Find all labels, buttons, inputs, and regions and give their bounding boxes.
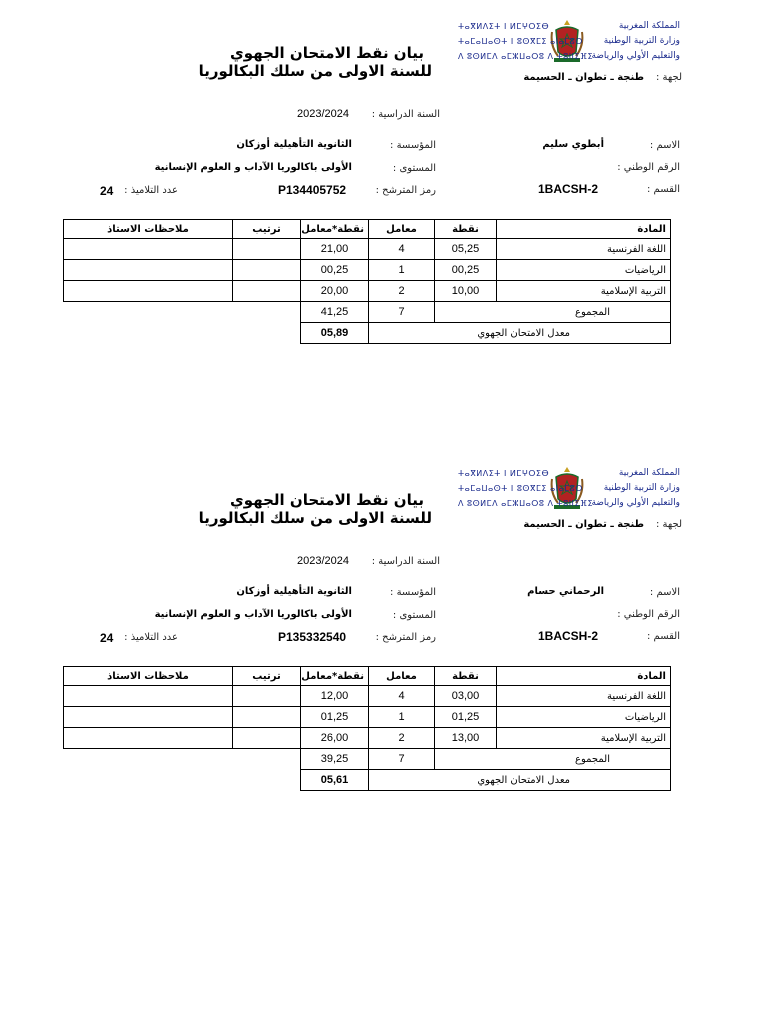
subject-rank	[233, 281, 301, 302]
header-subject: المادة	[497, 220, 671, 239]
student-name: الرحماني حسام	[527, 586, 604, 597]
subject-notes	[64, 728, 233, 749]
candidate-code-label: رمز المترشح :	[375, 632, 436, 643]
subject-rank	[233, 686, 301, 707]
section-label: القسم :	[646, 184, 680, 195]
candidate-code-value: P134405752	[278, 183, 347, 197]
subject-coef: 1	[369, 260, 435, 281]
candidate-code-label: رمز المترشح :	[375, 185, 436, 196]
institution-value: الثانوية التأهيلية أوزكان	[236, 139, 352, 150]
subject-grade: 03,00	[435, 686, 497, 707]
region-label: لجهة :	[655, 519, 682, 530]
total-coef: 7	[369, 302, 435, 323]
subject-name: الرياضيات	[497, 260, 671, 281]
table-header-row	[64, 667, 671, 686]
subject-weighted: 00,25	[301, 260, 369, 281]
average-row	[64, 770, 671, 791]
header-subject: المادة	[497, 667, 671, 686]
subject-rank	[233, 707, 301, 728]
name-label: الاسم :	[649, 587, 680, 598]
subject-grade: 01,25	[435, 707, 497, 728]
grades-table	[63, 666, 671, 791]
grades-table	[63, 219, 671, 344]
subject-coef: 4	[369, 686, 435, 707]
student-count-label: عدد التلاميذ :	[124, 185, 178, 196]
header-coef: معامل	[369, 220, 435, 239]
national-id-label: الرقم الوطني :	[617, 162, 680, 173]
total-label: المجموع	[435, 749, 671, 770]
subject-name: اللغة الفرنسية	[497, 686, 671, 707]
total-coef: 7	[369, 749, 435, 770]
institution-label: المؤسسة :	[390, 140, 436, 151]
subject-name: التربية الإسلامية	[497, 728, 671, 749]
average-label: معدل الامتحان الجهوي	[369, 770, 671, 791]
title-line-2: للسنة الاولى من سلك البكالوريا	[198, 509, 432, 527]
header-notes: ملاحظات الاستاذ	[64, 667, 233, 686]
section-value: 1BACSH-2	[538, 629, 599, 643]
student-count-label: عدد التلاميذ :	[124, 632, 178, 643]
region-value: طنجة ـ تطوان ـ الحسيمة	[523, 519, 644, 530]
subject-name: التربية الإسلامية	[497, 281, 671, 302]
subject-notes	[64, 239, 233, 260]
table-row	[64, 707, 671, 728]
average-value: 05,61	[301, 770, 369, 791]
subject-grade: 05,25	[435, 239, 497, 260]
subject-coef: 4	[369, 239, 435, 260]
average-row	[64, 323, 671, 344]
total-weighted: 41,25	[301, 302, 369, 323]
student-name: أبطوي سليم	[542, 139, 604, 150]
table-row	[64, 239, 671, 260]
average-label: معدل الامتحان الجهوي	[369, 323, 671, 344]
subject-name: اللغة الفرنسية	[497, 239, 671, 260]
year-label: السنة الدراسية :	[371, 556, 440, 567]
year-label: السنة الدراسية :	[371, 109, 440, 120]
table-row	[64, 728, 671, 749]
level-label: المستوى :	[392, 610, 436, 621]
header-coef: معامل	[369, 667, 435, 686]
level-value: الأولى باكالوريا الآداب و العلوم الإنسانية	[154, 609, 352, 620]
student-count-value: 24	[100, 184, 114, 198]
subject-rank	[233, 728, 301, 749]
year-value: 2023/2024	[297, 108, 349, 120]
header-rank: ترتيب	[233, 667, 301, 686]
grade-sheet-1	[0, 0, 768, 440]
title-line-2: للسنة الاولى من سلك البكالوريا	[198, 62, 432, 80]
student-count-value: 24	[100, 631, 114, 645]
subject-weighted: 01,25	[301, 707, 369, 728]
subject-grade: 00,25	[435, 260, 497, 281]
total-label: المجموع	[435, 302, 671, 323]
national-id-label: الرقم الوطني :	[617, 609, 680, 620]
total-weighted: 39,25	[301, 749, 369, 770]
table-row	[64, 686, 671, 707]
subject-name: الرياضيات	[497, 707, 671, 728]
year-value: 2023/2024	[297, 555, 349, 567]
subject-notes	[64, 707, 233, 728]
header-weighted: نقطة*معامل	[301, 667, 369, 686]
subject-coef: 1	[369, 707, 435, 728]
subject-grade: 13,00	[435, 728, 497, 749]
subject-weighted: 26,00	[301, 728, 369, 749]
header-weighted: نقطة*معامل	[301, 220, 369, 239]
institution-label: المؤسسة :	[390, 587, 436, 598]
region-value: طنجة ـ تطوان ـ الحسيمة	[523, 72, 644, 83]
ministry-tifinagh: ⵜⴰⴳⵍⴷⵉⵜ ⵏ ⵍⵎⵖⵔⵉⴱ ⵜⴰⵎⴰⵡⴰⵙⵜ ⵏ ⵓⵙⴳⵎⵉ ⴰⵏⴰⵎⵓⵔ ⴷ ⵓⵙⵍⵎⴷ ⴰⵎⵣⵡⴰⵔⵓ ⴷ ⵜⵓⵏⵏⵉⴼⵉ	[458, 22, 594, 61]
title-line-1: بيان نقط الامتحان الجهوي	[230, 44, 424, 62]
total-row	[64, 302, 671, 323]
header-grade: نقطة	[435, 667, 497, 686]
institution-value: الثانوية التأهيلية أوزكان	[236, 586, 352, 597]
level-label: المستوى :	[392, 163, 436, 174]
ministry-tifinagh: ⵜⴰⴳⵍⴷⵉⵜ ⵏ ⵍⵎⵖⵔⵉⴱ ⵜⴰⵎⴰⵡⴰⵙⵜ ⵏ ⵓⵙⴳⵎⵉ ⴰⵏⴰⵎⵓⵔ ⴷ ⵓⵙⵍⵎⴷ ⴰⵎⵣⵡⴰⵔⵓ ⴷ ⵜⵓⵏⵏⵉⴼⵉ	[458, 469, 594, 508]
subject-rank	[233, 239, 301, 260]
subject-notes	[64, 686, 233, 707]
section-value: 1BACSH-2	[538, 182, 599, 196]
table-row	[64, 281, 671, 302]
header-grade: نقطة	[435, 220, 497, 239]
ministry-arabic: المملكة المغربية وزارة التربية الوطنية والتعليم الأولي والرياضة	[591, 468, 680, 508]
subject-rank	[233, 260, 301, 281]
header-notes: ملاحظات الاستاذ	[64, 220, 233, 239]
ministry-arabic: المملكة المغربية وزارة التربية الوطنية والتعليم الأولي والرياضة	[591, 21, 680, 61]
grade-sheet-2	[0, 447, 768, 887]
subject-weighted: 20,00	[301, 281, 369, 302]
candidate-code-value: P135332540	[278, 630, 347, 644]
title-line-1: بيان نقط الامتحان الجهوي	[230, 491, 424, 509]
level-value: الأولى باكالوريا الآداب و العلوم الإنسانية	[154, 162, 352, 173]
header-rank: ترتيب	[233, 220, 301, 239]
subject-notes	[64, 260, 233, 281]
section-label: القسم :	[646, 631, 680, 642]
region-label: لجهة :	[655, 72, 682, 83]
total-row	[64, 749, 671, 770]
subject-weighted: 12,00	[301, 686, 369, 707]
subject-coef: 2	[369, 728, 435, 749]
table-row	[64, 260, 671, 281]
subject-weighted: 21,00	[301, 239, 369, 260]
subject-coef: 2	[369, 281, 435, 302]
subject-grade: 10,00	[435, 281, 497, 302]
table-header-row	[64, 220, 671, 239]
subject-notes	[64, 281, 233, 302]
name-label: الاسم :	[649, 140, 680, 151]
average-value: 05,89	[301, 323, 369, 344]
